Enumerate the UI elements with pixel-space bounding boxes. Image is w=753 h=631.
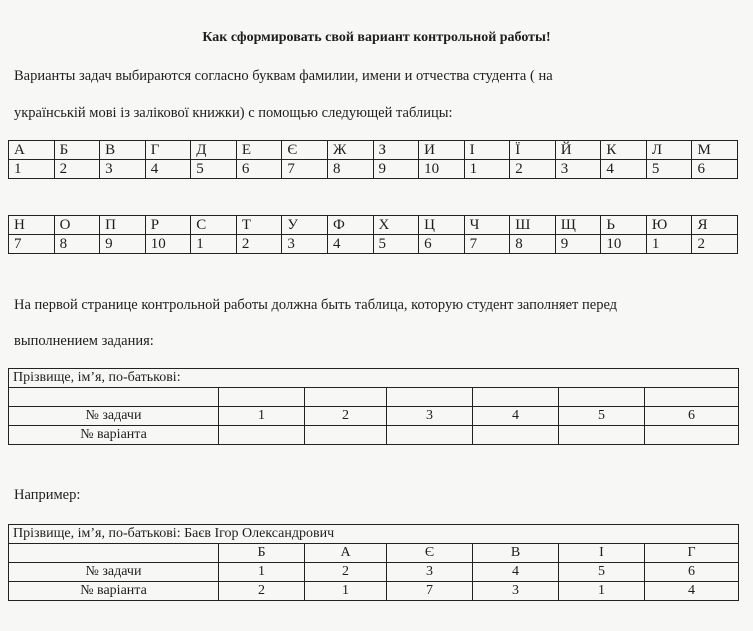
number-cell: 5 bbox=[191, 160, 237, 179]
example-task-number: 4 bbox=[473, 563, 559, 582]
letter-cell: И bbox=[419, 141, 465, 160]
number-cell: 1 bbox=[191, 235, 237, 254]
letter-cell: Ц bbox=[419, 216, 465, 235]
number-cell: 4 bbox=[601, 160, 647, 179]
number-cell: 8 bbox=[327, 160, 373, 179]
example-task-label: № задачи bbox=[9, 563, 219, 582]
example-task-row bbox=[9, 563, 739, 582]
intro-line-2: українській мові із залікової книжки) с помощью следующей таблицы: bbox=[14, 105, 453, 121]
task-number: 2 bbox=[305, 407, 387, 426]
example-task-number: 1 bbox=[219, 563, 305, 582]
number-cell: 10 bbox=[145, 235, 191, 254]
task-row bbox=[9, 407, 739, 426]
example-letter: Б bbox=[219, 544, 305, 563]
letter-cell: Щ bbox=[555, 216, 601, 235]
task-number: 3 bbox=[387, 407, 473, 426]
example-letter-row bbox=[9, 544, 739, 563]
letter-cell: В bbox=[100, 141, 146, 160]
variant-row bbox=[9, 426, 739, 445]
number-row bbox=[9, 235, 738, 254]
letter-cell: Ю bbox=[646, 216, 692, 235]
first-page-line-2: выполнением задания: bbox=[14, 333, 154, 349]
number-cell: 7 bbox=[464, 235, 510, 254]
number-cell: 6 bbox=[419, 235, 465, 254]
name-label: Прізвище, ім’я, по-батькові: bbox=[9, 369, 739, 388]
number-cell: 4 bbox=[327, 235, 373, 254]
example-variant-number: 2 bbox=[219, 582, 305, 601]
task-number: 4 bbox=[473, 407, 559, 426]
example-variant-number: 4 bbox=[645, 582, 739, 601]
letter-row bbox=[9, 216, 738, 235]
letter-cell: М bbox=[692, 141, 738, 160]
letter-table-2 bbox=[8, 215, 738, 254]
number-cell: 10 bbox=[601, 235, 647, 254]
example-name-row bbox=[9, 525, 739, 544]
letter-cell: О bbox=[54, 216, 100, 235]
number-cell: 1 bbox=[464, 160, 510, 179]
empty-row bbox=[9, 388, 739, 407]
number-cell: 2 bbox=[692, 235, 738, 254]
task-number: 5 bbox=[559, 407, 645, 426]
example-variant-row bbox=[9, 582, 739, 601]
letter-cell: Г bbox=[145, 141, 191, 160]
blank-form-table bbox=[8, 368, 739, 445]
example-variant-number: 3 bbox=[473, 582, 559, 601]
letter-cell: Ь bbox=[601, 216, 647, 235]
number-cell: 9 bbox=[373, 160, 419, 179]
number-cell: 2 bbox=[510, 160, 556, 179]
intro-line-1: Варианты задач выбираются согласно буквам фамилии, имени и отчества студента ( на bbox=[14, 68, 553, 84]
number-cell: 6 bbox=[236, 160, 282, 179]
letter-table-1 bbox=[8, 140, 738, 179]
letter-cell: А bbox=[9, 141, 55, 160]
example-label: Например: bbox=[14, 487, 81, 503]
number-cell: 1 bbox=[9, 160, 55, 179]
letter-cell: Ф bbox=[327, 216, 373, 235]
letter-cell: Л bbox=[646, 141, 692, 160]
number-cell: 3 bbox=[555, 160, 601, 179]
number-cell: 7 bbox=[9, 235, 55, 254]
letter-cell: І bbox=[464, 141, 510, 160]
letter-cell: Ї bbox=[510, 141, 556, 160]
number-cell: 7 bbox=[282, 160, 328, 179]
letter-cell: Х bbox=[373, 216, 419, 235]
task-number: 1 bbox=[219, 407, 305, 426]
letter-cell: Ж bbox=[327, 141, 373, 160]
number-cell: 10 bbox=[419, 160, 465, 179]
example-name-label: Прізвище, ім’я, по-батькові: Баєв Ігор Олександрович bbox=[9, 525, 739, 544]
variant-label: № варіанта bbox=[9, 426, 219, 445]
number-cell: 9 bbox=[100, 235, 146, 254]
example-variant-number: 7 bbox=[387, 582, 473, 601]
example-task-number: 6 bbox=[645, 563, 739, 582]
letter-cell: Е bbox=[236, 141, 282, 160]
letter-row bbox=[9, 141, 738, 160]
number-cell: 3 bbox=[282, 235, 328, 254]
letter-cell: Ш bbox=[510, 216, 556, 235]
number-cell: 6 bbox=[692, 160, 738, 179]
example-letter: Є bbox=[387, 544, 473, 563]
number-row bbox=[9, 160, 738, 179]
example-variant-number: 1 bbox=[559, 582, 645, 601]
letter-cell: Ч bbox=[464, 216, 510, 235]
example-task-number: 5 bbox=[559, 563, 645, 582]
number-cell: 2 bbox=[236, 235, 282, 254]
number-cell: 8 bbox=[510, 235, 556, 254]
first-page-line-1: На первой странице контрольной работы должна быть таблица, которую студент заполняет перед bbox=[14, 297, 618, 313]
example-task-number: 2 bbox=[305, 563, 387, 582]
letter-cell: Є bbox=[282, 141, 328, 160]
example-letter: А bbox=[305, 544, 387, 563]
letter-cell: К bbox=[601, 141, 647, 160]
task-label: № задачи bbox=[9, 407, 219, 426]
page-title: Как сформировать свой вариант контрольной работы! bbox=[202, 30, 551, 45]
letter-cell: Р bbox=[145, 216, 191, 235]
letter-cell: У bbox=[282, 216, 328, 235]
example-form-table bbox=[8, 524, 739, 601]
letter-cell: П bbox=[100, 216, 146, 235]
number-cell: 3 bbox=[100, 160, 146, 179]
number-cell: 9 bbox=[555, 235, 601, 254]
example-letter: В bbox=[473, 544, 559, 563]
number-cell: 5 bbox=[646, 160, 692, 179]
number-cell: 4 bbox=[145, 160, 191, 179]
letter-cell: С bbox=[191, 216, 237, 235]
letter-cell: Б bbox=[54, 141, 100, 160]
letter-cell: Н bbox=[9, 216, 55, 235]
example-variant-label: № варіанта bbox=[9, 582, 219, 601]
example-letter: І bbox=[559, 544, 645, 563]
number-cell: 8 bbox=[54, 235, 100, 254]
example-variant-number: 1 bbox=[305, 582, 387, 601]
number-cell: 1 bbox=[646, 235, 692, 254]
letter-cell: З bbox=[373, 141, 419, 160]
task-number: 6 bbox=[645, 407, 739, 426]
example-task-number: 3 bbox=[387, 563, 473, 582]
example-letter: Г bbox=[645, 544, 739, 563]
name-row bbox=[9, 369, 739, 388]
letter-cell: Й bbox=[555, 141, 601, 160]
number-cell: 2 bbox=[54, 160, 100, 179]
letter-cell: Т bbox=[236, 216, 282, 235]
number-cell: 5 bbox=[373, 235, 419, 254]
letter-cell: Я bbox=[692, 216, 738, 235]
letter-cell: Д bbox=[191, 141, 237, 160]
